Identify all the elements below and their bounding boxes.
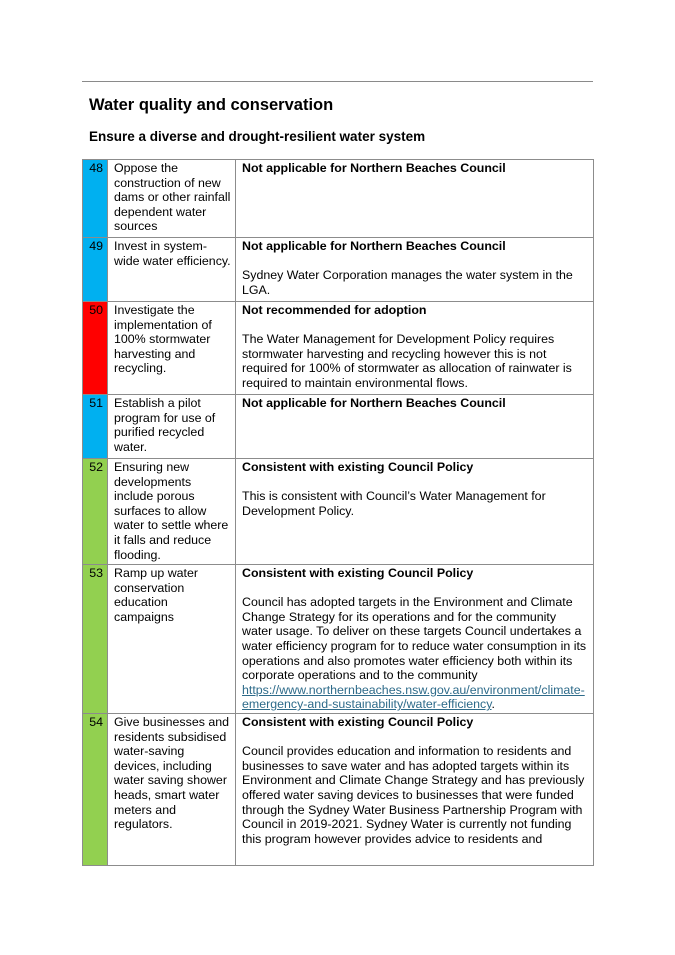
- status-label: Not applicable for Northern Beaches Council: [242, 396, 506, 410]
- status-label: Not recommended for adoption: [242, 303, 427, 317]
- recommendation-description: Ensuring new developments include porous surfaces to allow water to settle where it falls and reduce flooding.: [108, 459, 236, 565]
- status-label: Not applicable for Northern Beaches Council: [242, 239, 506, 253]
- recommendation-description: Ramp up water conservation education campaigns: [108, 565, 236, 714]
- row-number: 54: [83, 714, 108, 866]
- response-text-main: Council has adopted targets in the Environment and Climate Change Strategy for its operations and for the community water usage. To deliver on these targets Council undertakes a water efficiency program for to reduce water consumption in its operations and also promotes water efficiency both within its corporate operations and to the community: [242, 595, 587, 683]
- section-title: Water quality and conservation: [89, 96, 334, 114]
- response-text: Sydney Water Corporation manages the water system in the LGA.: [242, 268, 573, 297]
- response-text: [242, 595, 587, 712]
- recommendation-description: Investigate the implementation of 100% stormwater harvesting and recycling.: [108, 302, 236, 395]
- recommendation-description: Establish a pilot program for use of purified recycled water.: [108, 395, 236, 459]
- table-row: [83, 302, 594, 395]
- council-response: [236, 302, 594, 395]
- table-row: [83, 160, 594, 238]
- subsection-title: Ensure a diverse and drought-resilient water system: [89, 129, 426, 144]
- response-text: Council provides education and information to residents and businesses to save water and has adopted targets within its Environment and Climate Change Strategy and has previously offered water saving devices to businesses that were funded through the Sydney Water Business Partnership Program with Council in 2019-2021. Sydney Water is currently not funding this program however provides advice to residents and: [242, 744, 585, 846]
- row-number: 50: [83, 302, 108, 395]
- row-number: 49: [83, 238, 108, 302]
- response-text: This is consistent with Council’s Water Management for Development Policy.: [242, 489, 546, 518]
- council-response: [236, 459, 594, 565]
- table-row: [83, 238, 594, 302]
- recommendation-description: Give businesses and residents subsidised water-saving devices, including water saving shower heads, smart water meters and regulators.: [108, 714, 236, 866]
- council-response: [236, 565, 594, 714]
- table-row: [83, 395, 594, 459]
- water-efficiency-link[interactable]: https://www.northernbeaches.nsw.gov.au/environment/climate-emergency-and-sustainability/water-efficiency: [242, 682, 585, 712]
- link-suffix: .: [491, 697, 495, 712]
- council-response: [236, 395, 594, 459]
- table-row: [83, 714, 594, 866]
- header-divider: [82, 81, 593, 82]
- table-row: [83, 459, 594, 565]
- row-number: 48: [83, 160, 108, 238]
- status-label: Not applicable for Northern Beaches Council: [242, 161, 506, 175]
- response-text: The Water Management for Development Policy requires stormwater harvesting and recycling however this is not required for 100% of stormwater as allocation of rainwater is required to maintain environmental flows.: [242, 332, 572, 390]
- status-label: Consistent with existing Council Policy: [242, 715, 474, 729]
- council-response: [236, 160, 594, 238]
- status-label: Consistent with existing Council Policy: [242, 460, 474, 474]
- council-response: [236, 238, 594, 302]
- recommendation-description: Invest in system-wide water efficiency.: [108, 238, 236, 302]
- row-number: 51: [83, 395, 108, 459]
- council-response: [236, 714, 594, 866]
- status-label: Consistent with existing Council Policy: [242, 566, 474, 580]
- row-number: 53: [83, 565, 108, 714]
- recommendation-description: Oppose the construction of new dams or other rainfall dependent water sources: [108, 160, 236, 238]
- row-number: 52: [83, 459, 108, 565]
- recommendations-table: [82, 159, 594, 866]
- table-row: [83, 565, 594, 714]
